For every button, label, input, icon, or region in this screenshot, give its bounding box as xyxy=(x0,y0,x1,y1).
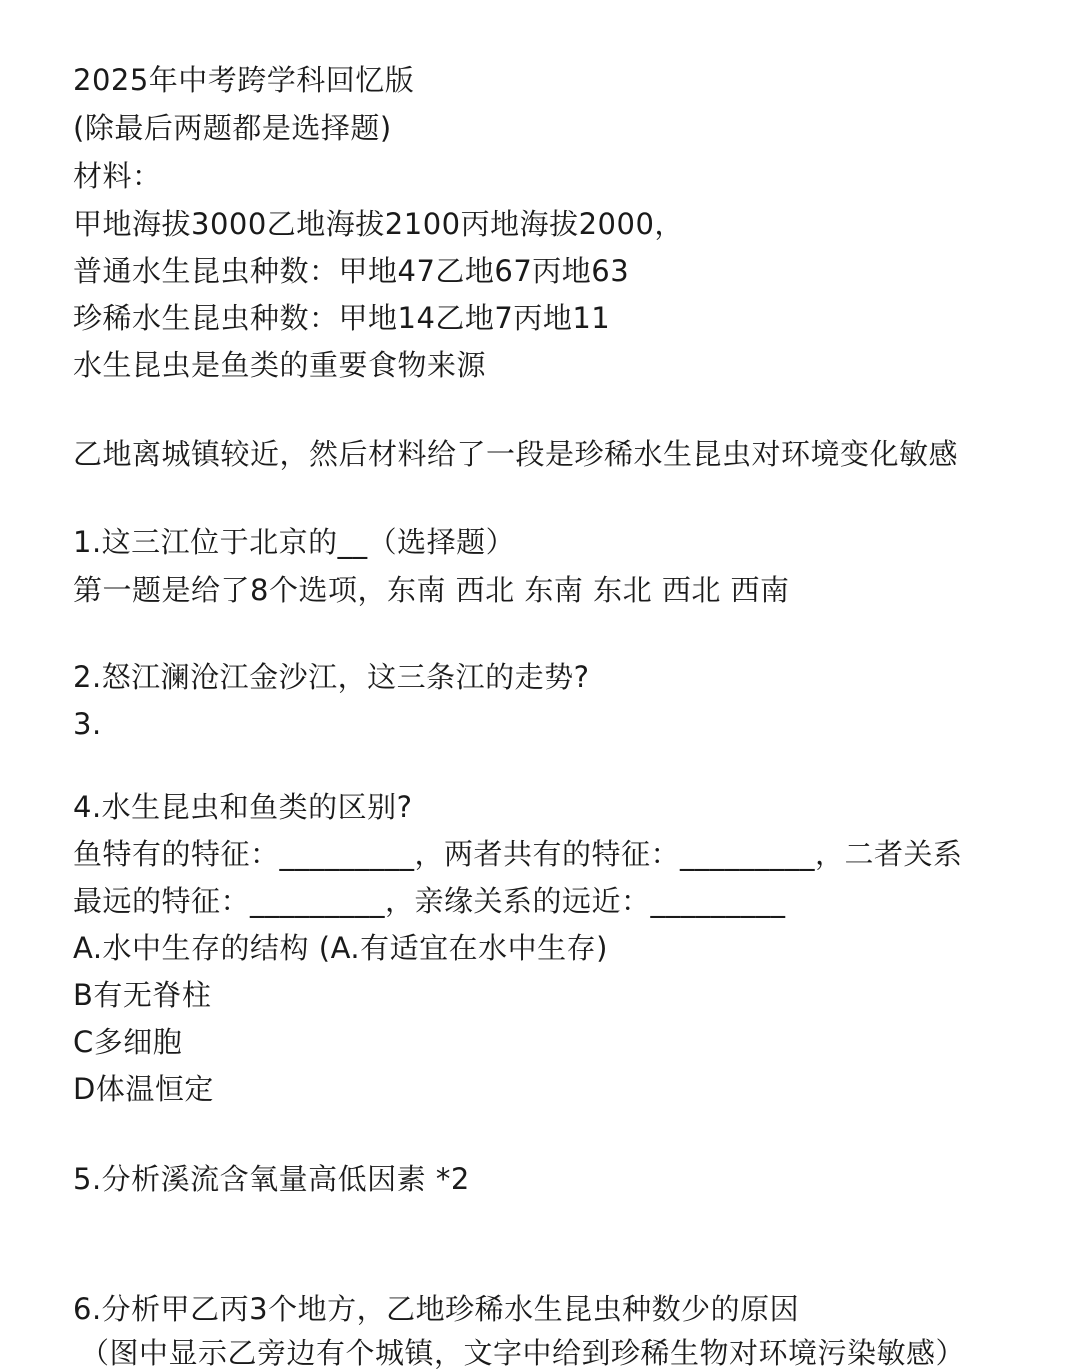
question-6: 6.分析甲乙丙3个地方，乙地珍稀水生昆虫种数少的原因 xyxy=(73,1292,800,1326)
question-4-option-b: B有无脊柱 xyxy=(73,978,212,1012)
material-label: 材料： xyxy=(73,159,162,193)
document-title: 2025年中考跨学科回忆版 xyxy=(73,63,415,97)
document-note: (除最后两题都是选择题) xyxy=(73,111,392,145)
question-1: 1.这三江位于北京的__（选择题） xyxy=(73,525,516,559)
question-4: 4.水生昆虫和鱼类的区别? xyxy=(73,790,413,824)
context-line: 乙地离城镇较近，然后材料给了一段是珍稀水生昆虫对环境变化敏感 xyxy=(73,437,959,471)
question-2: 2.怒江澜沧江金沙江，这三条江的走势? xyxy=(73,660,590,694)
question-4-option-c: C多细胞 xyxy=(73,1025,183,1059)
question-1-detail: 第一题是给了8个选项，东南 西北 东南 东北 西北 西南 xyxy=(73,573,790,607)
material-line-common-insects: 普通水生昆虫种数：甲地47乙地67丙地63 xyxy=(73,254,630,288)
material-line-food-source: 水生昆虫是鱼类的重要食物来源 xyxy=(73,348,487,382)
material-line-altitude: 甲地海拔3000乙地海拔2100丙地海拔2000， xyxy=(73,207,684,241)
question-5: 5.分析溪流含氧量高低因素 *2 xyxy=(73,1162,470,1196)
question-3: 3. xyxy=(73,707,102,741)
question-4-line-1: 鱼特有的特征：_________，两者共有的特征：_________，二者关系 xyxy=(73,837,963,871)
question-4-option-d: D体温恒定 xyxy=(73,1072,214,1106)
question-4-option-a: A.水中生存的结构 (A.有适宜在水中生存) xyxy=(73,931,608,965)
material-line-rare-insects: 珍稀水生昆虫种数：甲地14乙地7丙地11 xyxy=(73,301,611,335)
question-4-line-2: 最远的特征：_________，亲缘关系的远近：_________ xyxy=(73,884,786,918)
question-6-note: （图中显示乙旁边有个城镇，文字中给到珍稀生物对环境污染敏感） xyxy=(80,1336,966,1370)
